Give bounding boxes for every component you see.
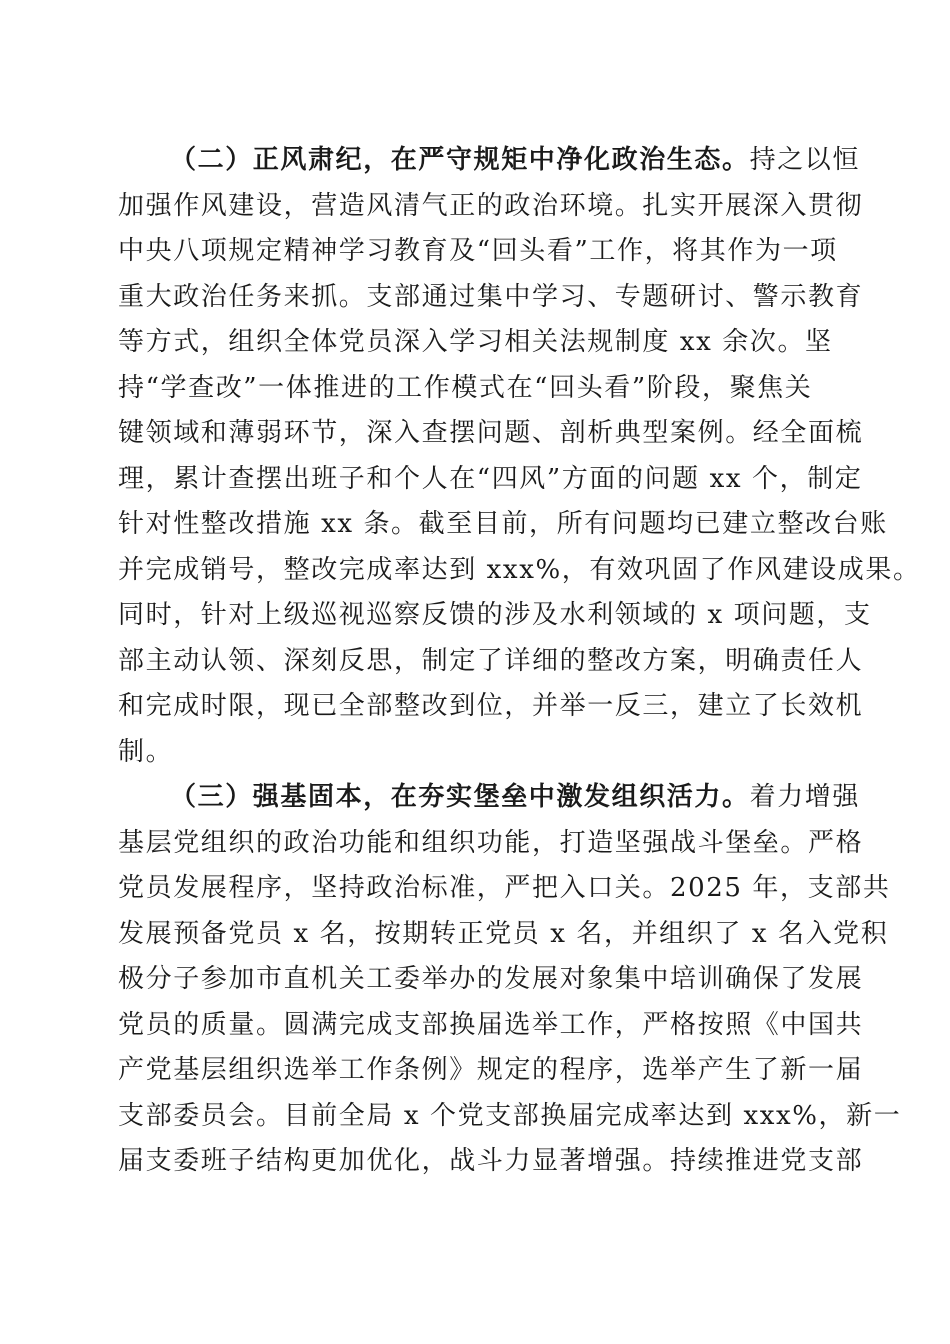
paragraph-2-line: 理，累计查摆出班子和个人在“四风”方面的问题 xx 个，制定 xyxy=(118,463,863,494)
paragraph-3-line: 届支委班子结构更加优化，战斗力显著增强。持续推进党支部 xyxy=(118,1146,864,1176)
paragraph-2-line: 加强作风建设，营造风清气正的政治环境。扎实开展深入贯彻 xyxy=(118,190,864,221)
paragraph-2-line: 部主动认领、深刻反思，制定了详细的整改方案，明确责任人 xyxy=(118,645,864,676)
paragraph-3-line: 党员发展程序，坚持政治标准，严把入口关。2025 年，支部共 xyxy=(118,873,891,903)
section-2-heading: （二）正风肃纪，在严守规矩中净化政治生态。 xyxy=(170,145,750,175)
paragraph-3-line: 基层党组织的政治功能和组织功能，打造坚强战斗堡垒。严格 xyxy=(118,827,864,858)
paragraph-2-line: 持“学查改”一体推进的工作模式在“回头看”阶段，聚焦关 xyxy=(118,372,813,403)
section-2-text: 持之以恒 xyxy=(749,145,861,175)
paragraph-2-line-1 xyxy=(118,138,861,184)
body-text xyxy=(118,138,921,1185)
paragraph-3-line: 产党基层组织选举工作条例》规定的程序，选举产生了新一届 xyxy=(118,1055,864,1085)
paragraph-2-line: 并完成销号，整改完成率达到 xxx%，有效巩固了作风建设成果。 xyxy=(118,554,921,585)
paragraph-3-line: 党员的质量。圆满完成支部换届选举工作，严格按照《中国共 xyxy=(118,1009,864,1040)
paragraph-2-line: 同时，针对上级巡视巡察反馈的涉及水利领域的 x 项问题，支 xyxy=(118,600,872,630)
paragraph-2-line: 制。 xyxy=(118,736,174,767)
paragraph-3-line: 极分子参加市直机关工委举办的发展对象集中培训确保了发展 xyxy=(118,964,864,994)
paragraph-2-line: 键领域和薄弱环节，深入查摆问题、剖析典型案例。经全面梳 xyxy=(118,418,864,448)
paragraph-3-line: 发展预备党员 x 名，按期转正党员 x 名，并组织了 x 名入党积 xyxy=(118,918,889,949)
paragraph-3-line: 支部委员会。目前全局 x 个党支部换届完成率达到 xxx%，新一 xyxy=(118,1100,902,1131)
section-3-text: 着力增强 xyxy=(749,782,861,812)
paragraph-2-line: 针对性整改措施 xx 条。截至目前，所有问题均已建立整改台账 xyxy=(118,509,888,539)
section-3-heading: （三）强基固本，在夯实堡垒中激发组织活力。 xyxy=(170,782,750,812)
paragraph-2-line: 等方式，组织全体党员深入学习相关法规制度 xx 余次。坚 xyxy=(118,327,833,357)
paragraph-2-line: 和完成时限，现已全部整改到位，并举一反三，建立了长效机 xyxy=(118,691,864,721)
paragraph-2-line: 中央八项规定精神学习教育及“回头看”工作，将其作为一项 xyxy=(118,236,838,266)
paragraph-3-line-1 xyxy=(118,775,861,821)
paragraph-2-line: 重大政治任务来抓。支部通过集中学习、专题研讨、警示教育 xyxy=(118,281,864,312)
